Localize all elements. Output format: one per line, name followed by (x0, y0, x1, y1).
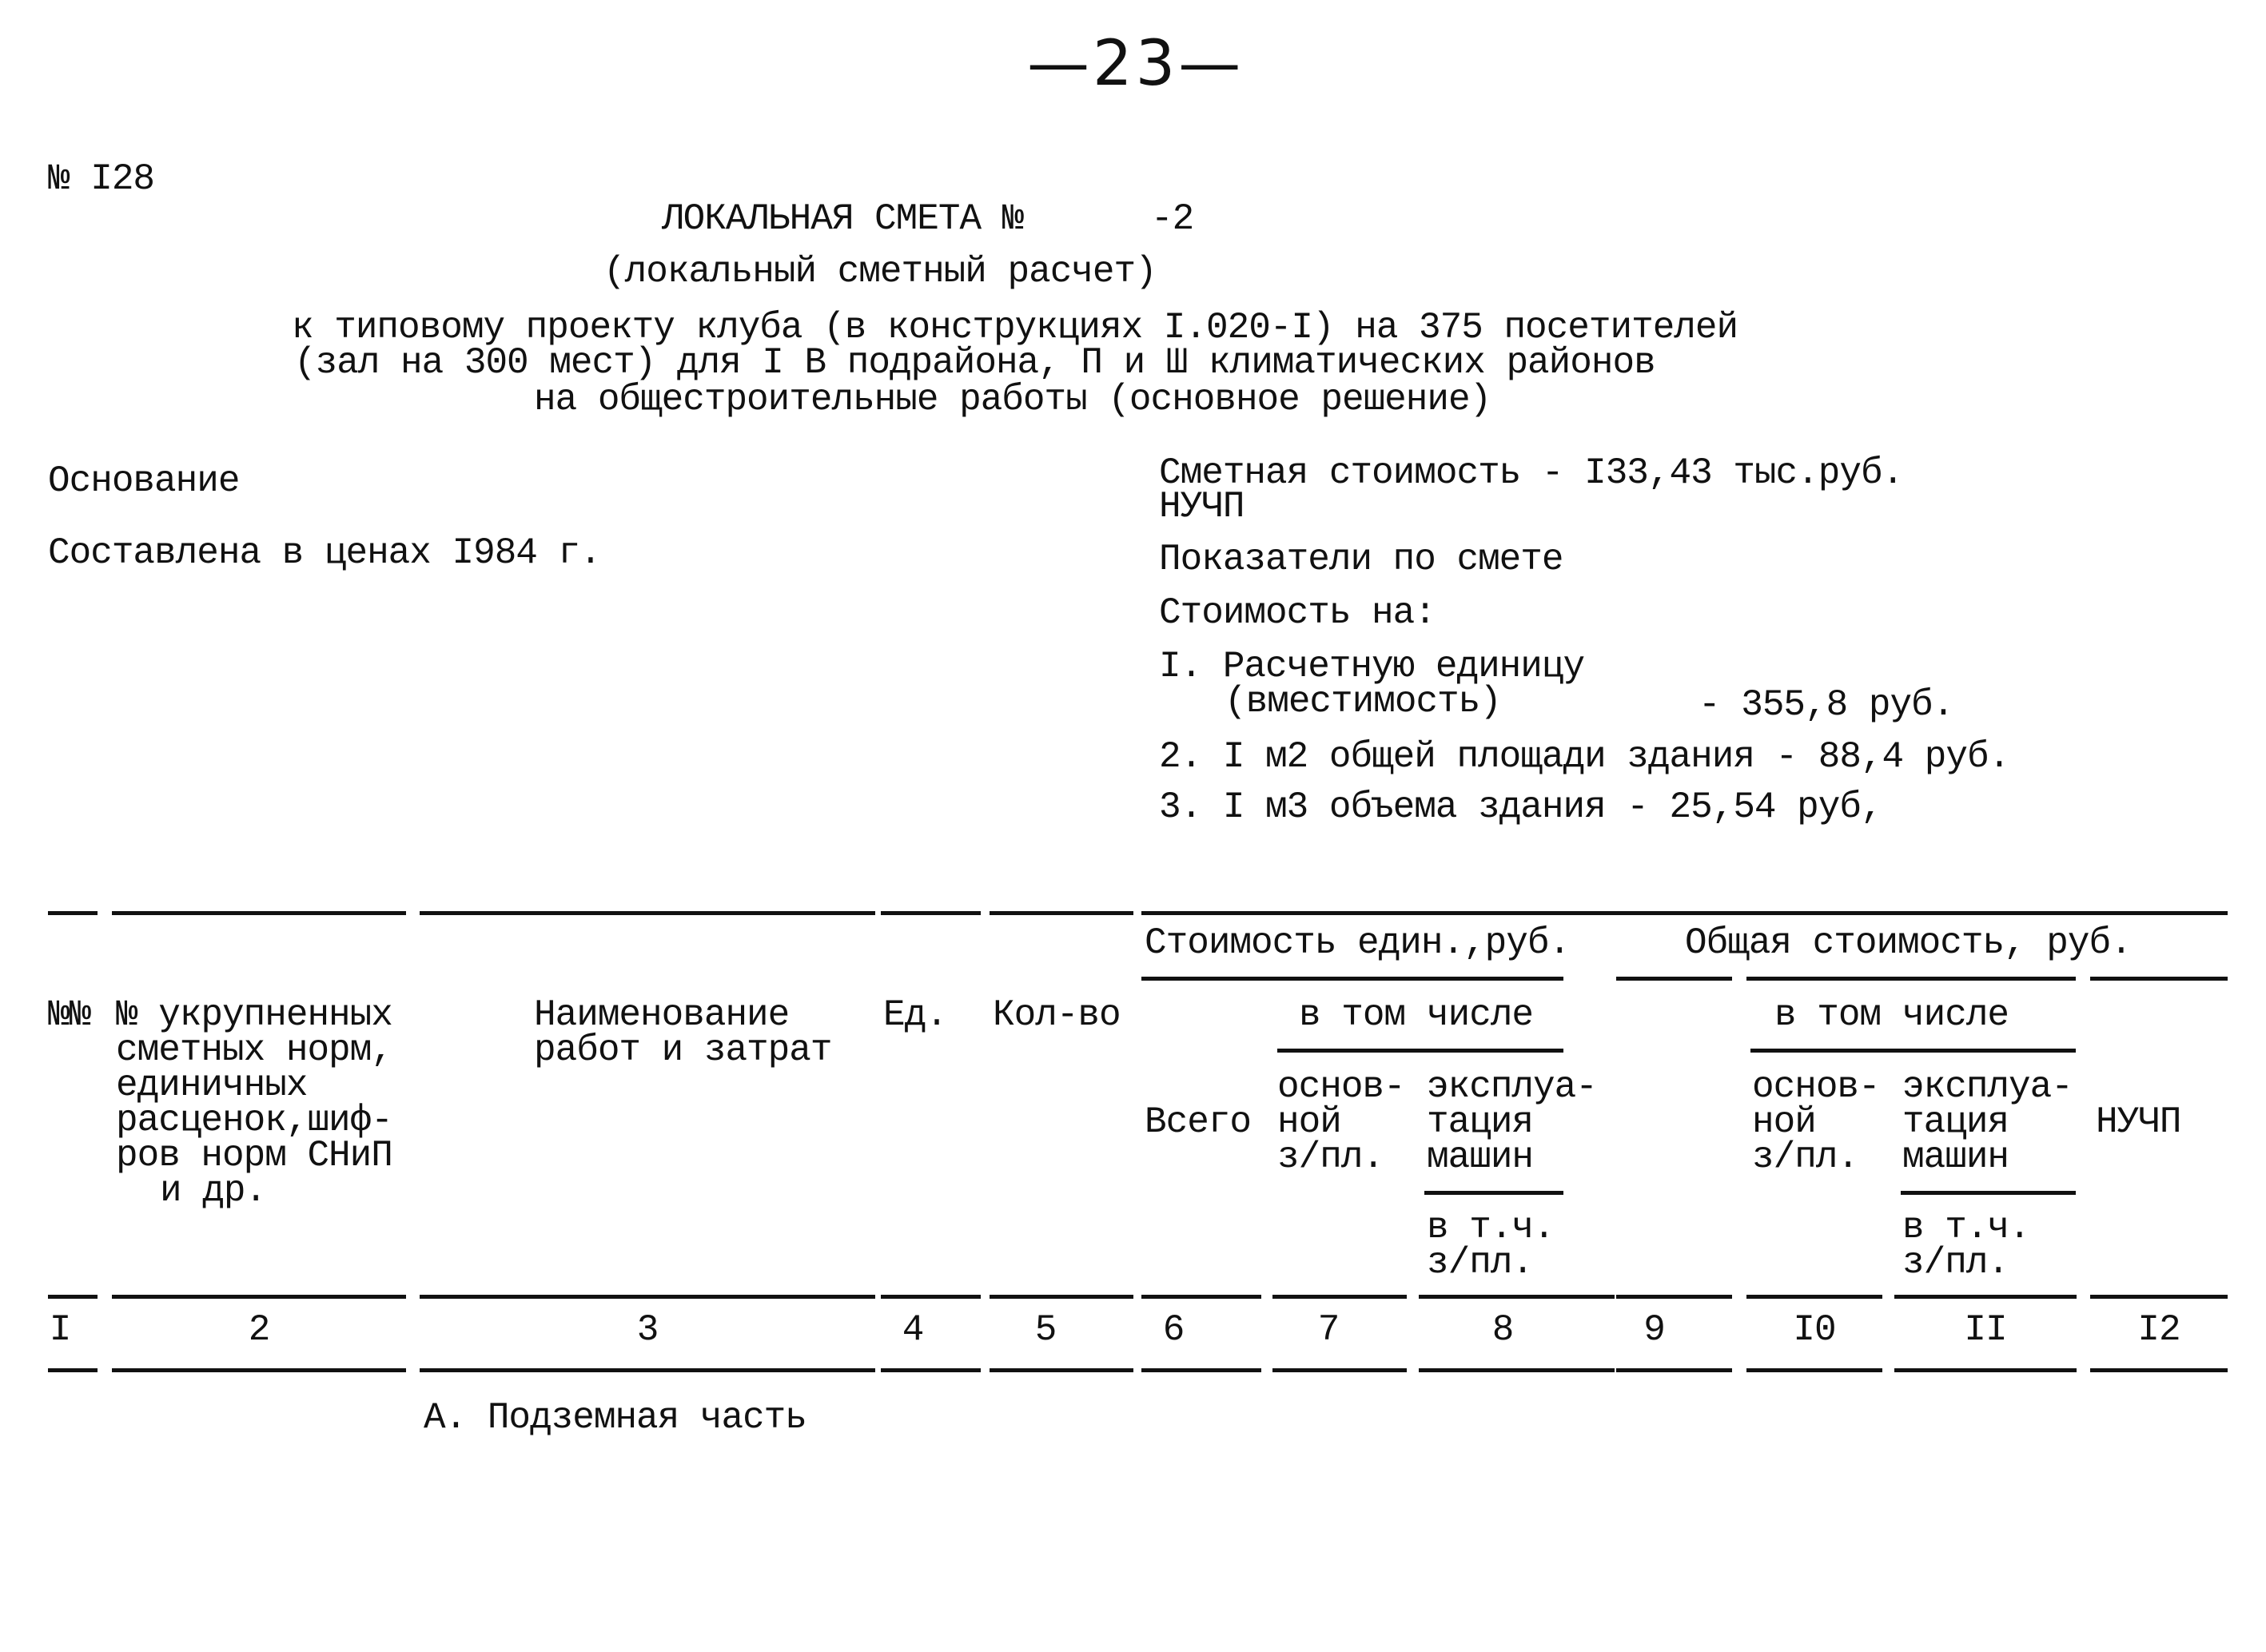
table-rule (1419, 1295, 1615, 1299)
table-rule (420, 911, 875, 915)
estimate-title: ЛОКАЛЬНАЯ СМЕТА № (662, 198, 1024, 240)
indicator-1-label: I. Расчетную единицу (1159, 646, 1585, 687)
col-number-6: 6 (1162, 1309, 1185, 1351)
col-2-header-line-5: ров норм СНиП (116, 1135, 392, 1176)
col-4-header: Ед. (883, 994, 947, 1036)
table-rule (112, 911, 406, 915)
col-5-header: Кол-во (993, 994, 1121, 1036)
table-rule (990, 1295, 1133, 1299)
table-rule (2090, 1368, 2228, 1372)
section-heading: А. Подземная часть (424, 1397, 806, 1439)
table-rule (2090, 977, 2228, 981)
table-rule (48, 1368, 98, 1372)
total-incl-label-1: в том (1774, 994, 1882, 1036)
col-3-header-line-1: Наименование (534, 994, 790, 1036)
col-2-header-line-3: единичных (116, 1065, 308, 1106)
col-2-header-line-6: и др. (160, 1170, 267, 1212)
indicator-2: 2. I м2 общей площади здания - 88,4 руб. (1159, 736, 2010, 778)
indicators-label: Показатели по смете (1159, 539, 1563, 580)
table-rule (1750, 1049, 2076, 1053)
table-rule (1894, 1295, 2077, 1299)
total-cost-group-header: Общая стоимость, руб. (1685, 922, 2132, 964)
table-rule (420, 1368, 875, 1372)
col-2-header-line-4: расценок,шиф- (116, 1100, 392, 1141)
indicator-1-sublabel: (вместимость) (1225, 681, 1501, 723)
col-number-5: 5 (1034, 1309, 1057, 1351)
col-10-header-line-3: з/пл. (1752, 1136, 1859, 1178)
table-rule (1746, 977, 2076, 981)
table-rule (990, 911, 1133, 915)
col-7-header-line-2: ной (1277, 1101, 1341, 1143)
col-number-9: 9 (1643, 1309, 1665, 1351)
table-rule (1141, 1295, 1261, 1299)
table-rule (1141, 1368, 1261, 1372)
cost-per-label: Стоимость на: (1159, 592, 1436, 634)
col-7-header-line-3: з/пл. (1277, 1136, 1384, 1178)
table-rule (1141, 911, 1617, 915)
unit-cost-group-header: Стоимость един.,руб. (1145, 922, 1571, 964)
col-3-header-line-2: работ и затрат (534, 1029, 832, 1071)
table-rule (1141, 977, 1563, 981)
col-number-3: 3 (636, 1309, 659, 1351)
table-rule (1424, 1191, 1563, 1195)
table-rule (1277, 1049, 1563, 1053)
col-11-header-line-1: эксплуа- (1902, 1066, 2073, 1108)
col-number-8: 8 (1491, 1309, 1514, 1351)
table-rule (48, 911, 98, 915)
table-rule (990, 1368, 1133, 1372)
table-rule (112, 1295, 406, 1299)
table-rule (1746, 1368, 1882, 1372)
col-8-header-line-1: эксплуа- (1427, 1066, 1597, 1108)
indicator-1-value: - 355,8 руб. (1699, 684, 1954, 726)
table-rule (1901, 1191, 2076, 1195)
project-description-line-3: на общестроительные работы (основное решение) (534, 379, 1491, 420)
estimated-cost-nuchp: НУЧП (1159, 486, 1245, 527)
col-10-header-line-1: основ- (1752, 1066, 1880, 1108)
project-description-line-2: (зал на 300 мест) для I В подрайона, П и Ш климатических районов (294, 342, 1655, 384)
col-1-header: №№ (48, 994, 91, 1036)
estimate-subtitle: (локальный сметный расчет) (603, 251, 1157, 293)
col-number-12: I2 (2137, 1309, 2180, 1351)
estimate-title-number: -2 (1151, 198, 1194, 240)
col-8-subheader-line-2: з/пл. (1427, 1242, 1534, 1284)
table-rule (420, 1295, 875, 1299)
table-rule (1616, 1368, 1732, 1372)
table-rule (881, 911, 981, 915)
col-number-1: I (49, 1309, 71, 1351)
col-2-header-line-2: сметных норм, (116, 1029, 392, 1071)
table-rule (881, 1368, 981, 1372)
unit-incl-label-1: в том (1299, 994, 1406, 1036)
col-11-subheader-line-2: з/пл. (1902, 1242, 2009, 1284)
col-number-4: 4 (902, 1309, 924, 1351)
table-rule (1272, 1295, 1407, 1299)
col-11-subheader-line-1: в т.ч. (1902, 1207, 2030, 1248)
col-number-10: I0 (1793, 1309, 1836, 1351)
table-rule (1616, 1295, 1732, 1299)
table-rule (1894, 1368, 2077, 1372)
col-6-header: Всего (1145, 1101, 1252, 1143)
table-rule (1616, 977, 1732, 981)
col-7-header-line-1: основ- (1277, 1066, 1405, 1108)
table-rule (48, 1295, 98, 1299)
page-number: —23— (1027, 28, 1245, 100)
table-rule (2090, 1295, 2228, 1299)
indicator-3: 3. I м3 объема здания - 25,54 руб, (1159, 786, 1882, 828)
total-incl-label-2: числе (1902, 994, 2009, 1036)
col-8-header-line-3: машин (1427, 1136, 1534, 1178)
table-rule (881, 1295, 981, 1299)
col-10-header-line-2: ной (1752, 1101, 1816, 1143)
project-description-line-1: к типовому проекту клуба (в конструкциях I.020-I) на 375 посетителей (292, 307, 1738, 348)
basis-label: Основание (48, 460, 240, 502)
col-number-2: 2 (248, 1309, 270, 1351)
document-number: № I28 (48, 158, 155, 200)
price-level-label: Составлена в ценах I984 г. (48, 532, 601, 574)
table-rule (1272, 1368, 1407, 1372)
col-8-subheader-line-1: в т.ч. (1427, 1207, 1555, 1248)
col-2-header-line-1: № укрупненных (116, 994, 392, 1036)
col-number-7: 7 (1317, 1309, 1340, 1351)
table-rule (1616, 911, 2228, 915)
col-number-11: II (1964, 1309, 2007, 1351)
table-rule (1419, 1368, 1615, 1372)
table-rule (1746, 1295, 1882, 1299)
col-8-header-line-2: тация (1427, 1101, 1534, 1143)
unit-incl-label-2: числе (1427, 994, 1534, 1036)
estimated-cost: Сметная стоимость - I33,43 тыс.руб. (1159, 452, 1904, 494)
col-11-header-line-3: машин (1902, 1136, 2009, 1178)
col-12-header: НУЧП (2096, 1101, 2181, 1143)
col-11-header-line-2: тация (1902, 1101, 2009, 1143)
table-rule (112, 1368, 406, 1372)
